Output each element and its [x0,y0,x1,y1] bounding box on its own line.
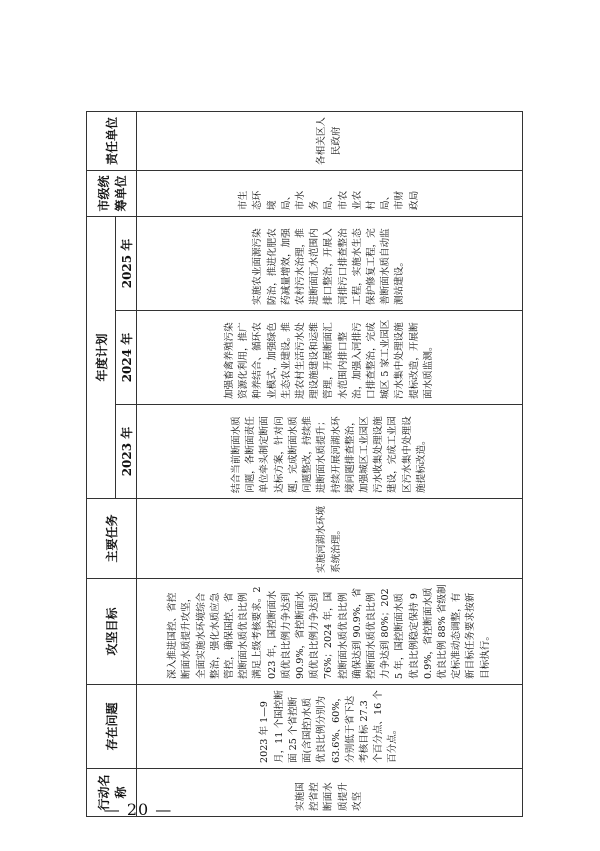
main-tasks-cell [137,499,523,579]
plan-2024-cell [137,311,523,405]
page-number: — 20 — [103,800,173,819]
existing-problems-text: 2023 年 1—9 月，11 个国控断面 25 个省控断面(含国控)水质优良比例分别为 63.6%、60%，分别低于省下达考核目标 27.3 个百分点、16 个百分点。 [259,690,399,763]
action-plan-table [86,111,523,817]
city-coordinating-text: 市生态环境局、市水务局、市农业农村局、市财政局 [238,190,420,210]
objectives-cell [137,579,523,685]
city-coordinating-cell [137,170,523,216]
action-name-text: 实施国控省控断面水质提升攻坚 [294,782,363,811]
header-existing-problems: 存在问题 [87,685,137,769]
plan-2024-text: 加强畜禽养殖污染资源化利用，推广种养结合、循环农业模式，加强绿色生态农业建设。推进农村生活污水处理设施建设和运维管理，开展断面汇水范围内排口整治，加强入河排污口排查整治，完成城区 5 家工业园区污水集中处理设施提标改造，开展断面水质监测。 [223,319,434,399]
header-responsible-unit: 责任单位 [87,111,137,170]
existing-problems-cell [137,685,523,769]
action-name-cell [137,769,523,817]
header-year-2025: 2025 年 [116,216,137,310]
objectives-text: 深入推进国控、省控断面水质提升攻坚，全面实施水环境综合整治，强化水质应急管控，确保国控、省控断面水质优良比例满足上级考核要求。2023 年，国控断面水质优良比例力争达到 90.9%，省控断面水质优良比例力争达到 76%；2024 年，国控断面水质优良比例确保达到 90.9%，省控断面水质优良比例力争达到 80%；2025 年，国控断面水质优良比例稳定保持 90.9%，省控断面水质优良比例 88% 省级制定标准动态调整，有新目标任务要求按新目标执行。 [167,584,491,679]
plan-2025-cell [137,216,523,310]
main-tasks-text: 实施河湖水环境系统治理。 [316,505,342,573]
header-year-2023: 2023 年 [116,405,137,499]
header-main-tasks: 主要任务 [87,499,137,579]
plan-2025-text: 实施农业面源污染防治，推进化肥农药减量增效，加强农村污水治理，推进断面汇水范围内排口整治，开展入河排污口排查整治工程，实施水生态保护修复工程，完善断面水质自动监测站建设。 [252,228,406,305]
plan-2023-text: 结合当前断面水质问题，各断面责任单位牵头制定断面达标方案，针对问题，完成断面水质问题整改，持续推进断面水质提升；持续开展河湖水环境问题排查整治，加强城区工业园区污水收集处理设施建设，完成工业园区污水集中处理设施提标改造。 [231,416,427,493]
header-city-coordinating: 市级统筹单位 [87,170,137,216]
header-year-2024: 2024 年 [116,311,137,405]
header-action-name: 行动名称 [87,769,137,817]
responsible-unit-text: 各相关区人民政府 [316,116,342,165]
plan-2023-cell [137,405,523,499]
responsible-unit-cell [137,111,523,170]
header-objectives: 攻坚目标 [87,579,137,685]
rotated-table-wrapper [86,112,521,817]
header-annual-plan: 年度计划 [87,216,116,498]
table-row [137,111,523,816]
